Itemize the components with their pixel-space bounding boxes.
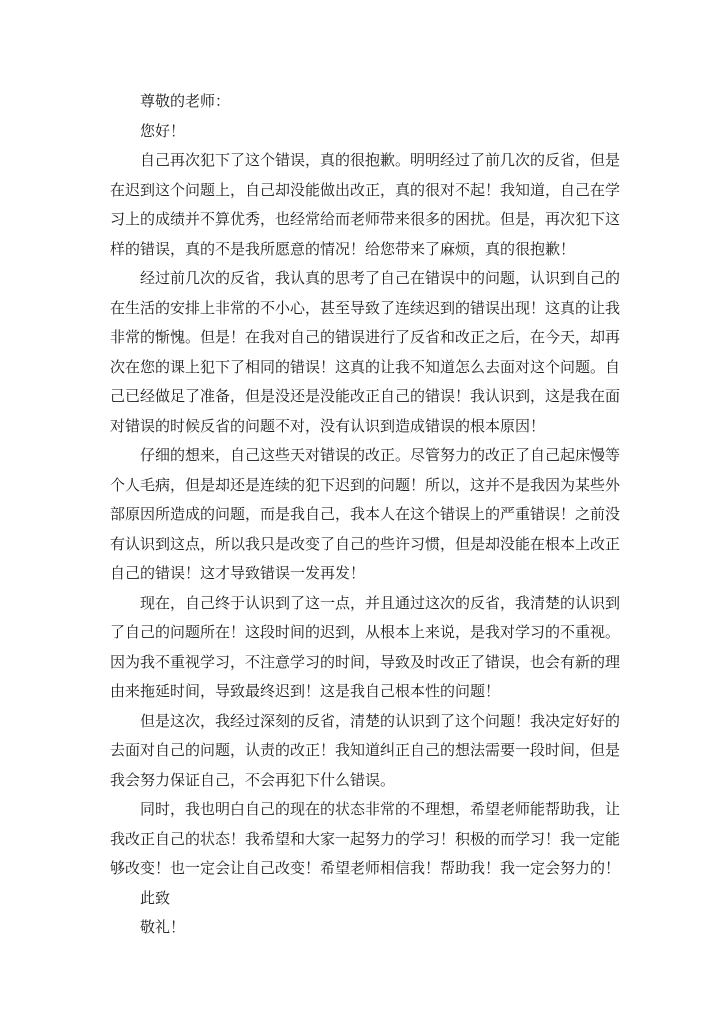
paragraph-line: 了自己的问题所在！这段时间的迟到，从根本上来说，是我对学习的不重视。 <box>110 623 621 641</box>
paragraph-1 <box>110 146 621 264</box>
paragraph-line: 部原因所造成的问题，而是我自己，我本人在这个错误上的严重错误！之前没 <box>110 505 621 523</box>
letter-page <box>110 87 621 943</box>
paragraph-line: 经过前几次的反省，我认真的思考了自己在错误中的问题，认识到自己的 <box>140 269 621 287</box>
paragraph-line: 但是这次，我经过深刻的反省，清楚的认识到了这个问题！我决定好好的 <box>140 711 621 730</box>
paragraph-line: 因为我不重视学习，不注意学习的时间，导致及时改正了错误，也会有新的理 <box>110 652 621 671</box>
paragraph-5 <box>110 707 621 796</box>
paragraph-line: 自己再次犯下了这个错误，真的很抱歉。明明经过了前几次的反省，但是 <box>140 151 621 169</box>
paragraph-line: 习上的成绩并不算优秀，也经常给而老师带来很多的困扰。但是，再次犯下这 <box>110 210 621 228</box>
paragraph-2 <box>110 264 621 441</box>
paragraph-line: 够改变！也一定会让自己改变！希望老师相信我！帮助我！我一定会努力的！ <box>110 859 621 877</box>
paragraph-6 <box>110 795 621 884</box>
paragraph-line: 自己的错误！这才导致错误一发再发！ <box>110 564 366 582</box>
paragraph-line: 在迟到这个问题上，自己却没能做出改正，真的很对不起！我知道，自己在学 <box>110 180 621 199</box>
paragraph-line: 个人毛病，但是却还是连续的犯下迟到的问题！所以，这并不是我因为某些外 <box>110 475 621 494</box>
paragraph-line: 次在您的课上犯下了相同的错误！这真的让我不知道怎么去面对这个问题。自 <box>110 357 621 376</box>
salutation: 尊敬的老师： <box>140 92 231 110</box>
paragraph-line: 仔细的想来，自己这些天对错误的改正。尽管努力的改正了自己起床慢等 <box>140 446 621 464</box>
paragraph-line: 在生活的安排上非常的不小心，甚至导致了连续迟到的错误出现！这真的让我 <box>110 298 621 317</box>
paragraph-line: 己已经做足了准备，但是没还是没能改正自己的错误！我认识到，这是我在面 <box>110 387 621 405</box>
closing: 此致 <box>140 888 171 907</box>
paragraph-line: 同时，我也明白自己的现在的状态非常的不理想，希望老师能帮助我，让 <box>140 800 621 818</box>
paragraph-line: 由来拖延时间，导致最终迟到！这是我自己根本性的问题！ <box>110 682 501 700</box>
paragraph-line: 对错误的时候反省的问题不对，没有认识到造成错误的根本原因！ <box>110 416 546 435</box>
paragraph-line: 有认识到这点，所以我只是改变了自己的些许习惯，但是却没能在根本上改正 <box>110 534 621 553</box>
paragraph-line: 我改正自己的状态！我希望和大家一起努力的学习！积极的而学习！我一定能 <box>110 829 621 848</box>
paragraph-line: 我会努力保证自己，不会再犯下什么错误。 <box>110 770 396 789</box>
paragraph-line: 去面对自己的问题，认责的改正！我知道纠正自己的想法需要一段时间，但是 <box>110 741 621 759</box>
paragraph-line: 非常的惭愧。但是！在我对自己的错误进行了反省和改正之后，在今天，却再 <box>110 328 621 346</box>
paragraph-line: 样的错误，真的不是我所愿意的情况！给您带来了麻烦，真的很抱歉！ <box>110 239 576 258</box>
regards: 敬礼！ <box>140 918 186 936</box>
greeting: 您好！ <box>140 121 186 140</box>
paragraph-3 <box>110 441 621 589</box>
paragraph-4 <box>110 589 621 707</box>
paragraph-line: 现在，自己终于认识到了这一点，并且通过这次的反省，我清楚的认识到 <box>140 593 621 612</box>
